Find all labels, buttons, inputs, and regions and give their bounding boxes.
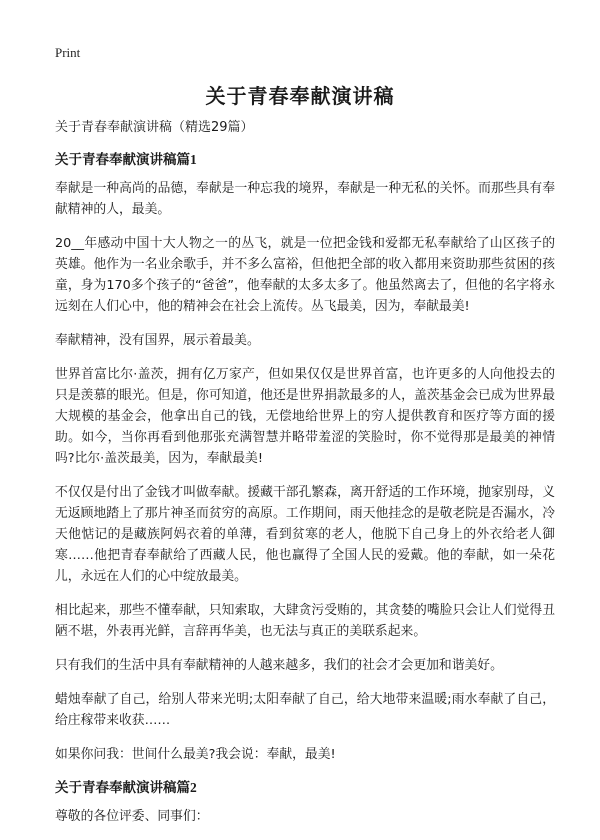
paragraph: 奉献精神，没有国界，展示着最美。	[55, 333, 260, 348]
print-link[interactable]: Print	[55, 45, 81, 60]
section-heading-text: 关于青春奉献演讲稿	[55, 152, 177, 167]
paragraph: 奉献是一种高尚的品德，奉献是一种忘我的境界，奉献是一种无私的关怀。而那些具有奉献精神的人，最美。	[55, 181, 555, 217]
section-heading-1	[55, 150, 555, 170]
paragraph: 不仅仅是付出了金钱才叫做奉献。援藏干部孔繁森，离开舒适的工作环境，抛家别母，义无返顾地踏上了那片神圣而贫穷的高原。工作期间，雨天他挂念的是敬老院是否漏水，冷天他惦记的是藏族阿妈衣着的单薄，看到贫寒的老人，他脱下自己身上的外衣给老人御寒……他把青春奉献给了西藏人民，他也赢得了全国人民的爱戴。他的奉献，如一朵花儿，永远在人们的心中绽放最美。	[55, 485, 555, 584]
paragraph: 尊敬的各位评委、同事们：	[55, 809, 209, 824]
document-subtitle: 关于青春奉献演讲稿（精选29篇）	[55, 120, 254, 135]
section-heading-2	[55, 778, 555, 798]
paragraph: 蜡烛奉献了自己，给别人带来光明;太阳奉献了自己，给大地带来温暖;雨水奉献了自己，给庄稼带来收获……	[55, 692, 555, 728]
paragraph: 只有我们的生活中具有奉献精神的人越来越多，我们的社会才会更加和谐美好。	[55, 658, 503, 673]
section-heading-number: 篇2	[176, 780, 197, 795]
section-heading-text: 关于青春奉献演讲稿	[55, 780, 177, 795]
section-heading-number: 篇1	[176, 152, 197, 167]
document-body	[55, 118, 555, 840]
paragraph: 相比起来，那些不懂奉献，只知索取，大肆贪污受贿的，其贪婪的嘴脸只会让人们觉得丑陋不堪，外表再光鲜，言辞再华美，也无法与真正的美联系起来。	[55, 603, 555, 639]
paragraph: 20__年感动中国十大人物之一的丛飞，就是一位把金钱和爱都无私奉献给了山区孩子的英雄。他作为一名业余歌手，并不多么富裕，但他把全部的收入都用来资助那些贫困的孩童，身为170多个孩子的“爸爸”，他奉献的太多太多了。他虽然离去了，但他的名字将永远刻在人们心中，他的精神会在社会上流传。丛飞最美，因为，奉献最美!	[55, 236, 555, 314]
paragraph: 如果你问我：世间什么最美?我会说：奉献，最美!	[55, 747, 336, 762]
paragraph: 世界首富比尔·盖茨，拥有亿万家产，但如果仅仅是世界首富，也许更多的人向他投去的只是羡慕的眼光。但是，你可知道，他还是世界捐款最多的人，盖茨基金会已成为世界最大规模的基金会，他拿出自己的钱，无偿地给世界上的穷人提供教育和医疗等方面的援助。如今，当你再看到他那张充满智慧并略带羞涩的笑脸时，你不觉得那是最美的神情吗?比尔·盖茨最美，因为，奉献最美!	[55, 367, 555, 466]
page-title: 关于青春奉献演讲稿	[205, 84, 395, 108]
